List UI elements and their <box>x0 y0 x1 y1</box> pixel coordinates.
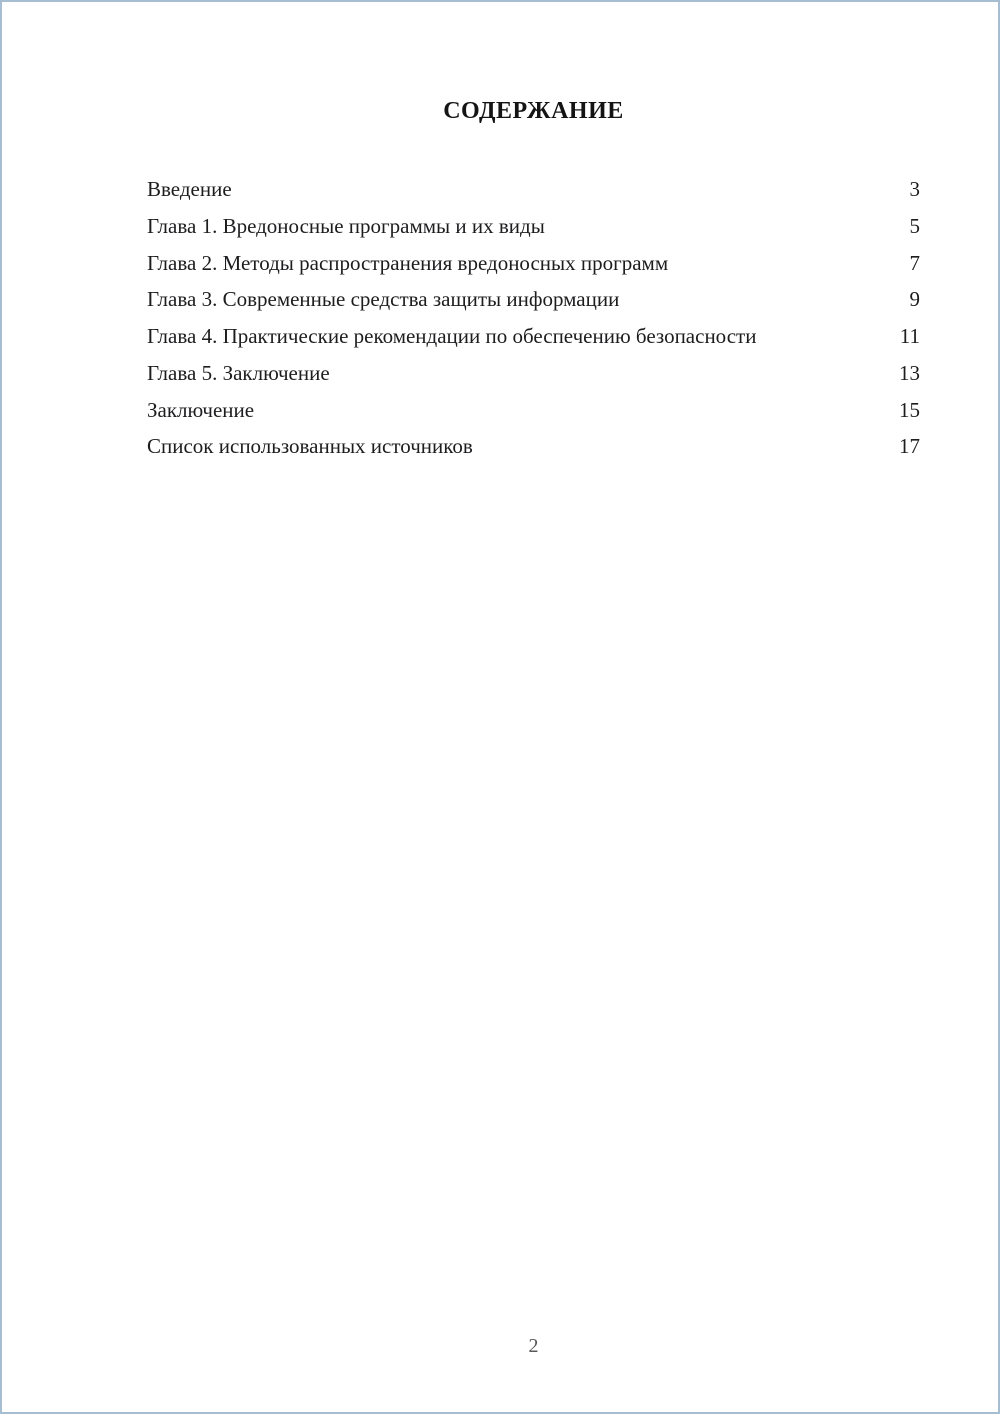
toc-entry-page: 15 <box>899 397 920 422</box>
toc-entry <box>147 171 920 208</box>
toc-entry <box>147 318 920 355</box>
page-content <box>2 2 998 465</box>
toc-entry-page: 11 <box>899 324 920 348</box>
toc-entry-page: 13 <box>899 360 920 385</box>
toc-entry <box>147 245 920 282</box>
toc-entry-label: Список использованных источников <box>147 434 473 459</box>
toc-entry <box>147 281 920 318</box>
page-title: СОДЕРЖАНИЕ <box>443 98 624 124</box>
page-number: 2 <box>528 1335 539 1357</box>
toc-entry-label: Глава 3. Современные средства защиты информации <box>147 287 620 312</box>
toc-entry-label: Заключение <box>147 397 255 422</box>
toc-entry-page: 9 <box>909 287 920 312</box>
toc-entry <box>147 355 920 392</box>
toc-entry-page: 17 <box>899 434 920 459</box>
toc-entry-label: Глава 5. Заключение <box>147 360 330 385</box>
toc-entry-page: 5 <box>909 213 920 238</box>
toc-list <box>147 171 920 465</box>
toc-entry-label: Введение <box>147 177 232 201</box>
toc-entry <box>147 392 920 429</box>
toc-entry-page: 3 <box>909 177 920 201</box>
toc-entry-label: Глава 4. Практические рекомендации по обеспечению безопасности <box>147 324 757 348</box>
toc-entry-label: Глава 1. Вредоносные программы и их виды <box>147 213 545 238</box>
toc-entry <box>147 208 920 245</box>
toc-entry <box>147 428 920 465</box>
toc-entry-label: Глава 2. Методы распространения вредоносных программ <box>147 250 669 275</box>
toc-entry-page: 7 <box>909 250 920 275</box>
